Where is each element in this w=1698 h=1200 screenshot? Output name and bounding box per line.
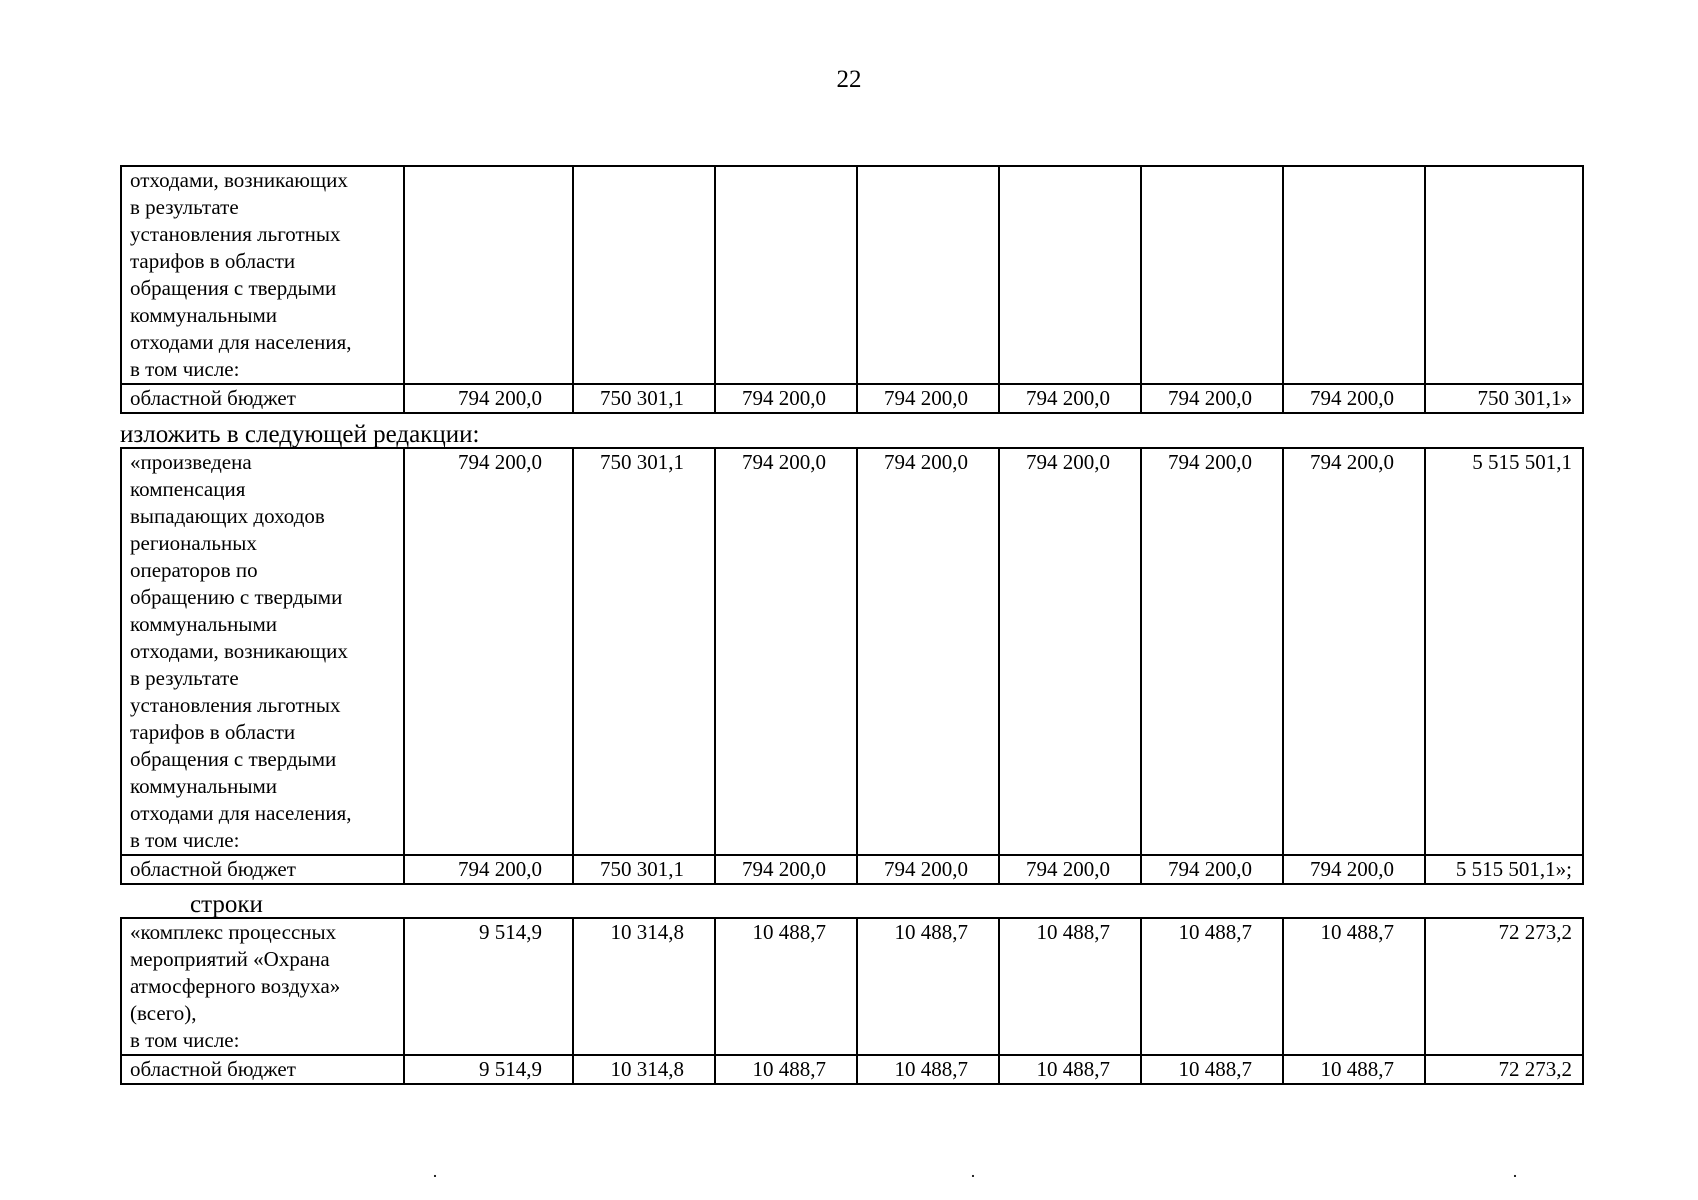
value-cell: 794 200,0: [404, 384, 573, 413]
row-label: «произведена компенсация выпадающих доходов региональных операторов по обращению с твердыми коммунальными отходами, возникающих в результате установления льготных тарифов в области обращения с твердыми коммунальными отходами для населения, в том числе:: [121, 448, 404, 855]
value-cell: 10 488,7: [1283, 1055, 1425, 1084]
value-cell: 794 200,0: [1141, 448, 1283, 855]
scan-dot: ·: [432, 1166, 438, 1186]
value-cell: 10 314,8: [573, 918, 715, 1055]
value-cell: 750 301,1: [573, 448, 715, 855]
value-cell: 10 488,7: [1141, 1055, 1283, 1084]
value-cell: 10 488,7: [999, 1055, 1141, 1084]
page-number: 22: [836, 66, 862, 93]
table-row: [121, 384, 1583, 413]
value-cell: 794 200,0: [999, 855, 1141, 884]
rows-word: строки: [190, 891, 263, 918]
value-cell: 794 200,0: [857, 448, 999, 855]
budget-table-new: [120, 447, 1584, 885]
row-label: областной бюджет: [121, 855, 404, 884]
value-cell: 750 301,1: [573, 384, 715, 413]
value-cell: 794 200,0: [1141, 855, 1283, 884]
intro-text: изложить в следующей редакции:: [120, 421, 480, 448]
value-cell: 10 488,7: [1283, 918, 1425, 1055]
value-cell: 794 200,0: [1141, 384, 1283, 413]
table-row: [121, 448, 1583, 855]
value-cell: 10 488,7: [1141, 918, 1283, 1055]
value-cell: 9 514,9: [404, 918, 573, 1055]
value-cell: [1283, 166, 1425, 384]
value-cell: [715, 166, 857, 384]
scan-dot: ·: [970, 1166, 976, 1186]
row-label: областной бюджет: [121, 384, 404, 413]
value-cell: 794 200,0: [404, 448, 573, 855]
value-cell: 794 200,0: [857, 384, 999, 413]
row-label: отходами, возникающих в результате установления льготных тарифов в области обращения с твердыми коммунальными отходами для населения, в том числе:: [121, 166, 404, 384]
value-cell: 750 301,1»: [1425, 384, 1583, 413]
value-cell: 10 488,7: [999, 918, 1141, 1055]
value-cell: [999, 166, 1141, 384]
value-cell: 10 488,7: [715, 918, 857, 1055]
table-row: [121, 1055, 1583, 1084]
value-cell: 72 273,2: [1425, 918, 1583, 1055]
value-cell: 794 200,0: [999, 448, 1141, 855]
value-cell: [404, 166, 573, 384]
value-cell: 794 200,0: [404, 855, 573, 884]
air-protection-table: [120, 917, 1584, 1085]
budget-table-old: [120, 165, 1584, 414]
value-cell: 750 301,1: [573, 855, 715, 884]
value-cell: 5 515 501,1: [1425, 448, 1583, 855]
value-cell: [857, 166, 999, 384]
scan-dot: ·: [1512, 1166, 1518, 1186]
value-cell: [1141, 166, 1283, 384]
row-label: «комплекс процессных мероприятий «Охрана атмосферного воздуха» (всего), в том числе:: [121, 918, 404, 1055]
value-cell: [1425, 166, 1583, 384]
value-cell: 794 200,0: [715, 448, 857, 855]
value-cell: [573, 166, 715, 384]
value-cell: 10 314,8: [573, 1055, 715, 1084]
value-cell: 794 200,0: [715, 855, 857, 884]
value-cell: 794 200,0: [999, 384, 1141, 413]
row-label: областной бюджет: [121, 1055, 404, 1084]
value-cell: 794 200,0: [1283, 384, 1425, 413]
value-cell: 794 200,0: [1283, 448, 1425, 855]
value-cell: 10 488,7: [857, 918, 999, 1055]
table-row: [121, 918, 1583, 1055]
value-cell: 9 514,9: [404, 1055, 573, 1084]
table-row: [121, 166, 1583, 384]
value-cell: 72 273,2: [1425, 1055, 1583, 1084]
value-cell: 10 488,7: [715, 1055, 857, 1084]
table-row: [121, 855, 1583, 884]
value-cell: 794 200,0: [1283, 855, 1425, 884]
value-cell: 5 515 501,1»;: [1425, 855, 1583, 884]
value-cell: 10 488,7: [857, 1055, 999, 1084]
value-cell: 794 200,0: [857, 855, 999, 884]
value-cell: 794 200,0: [715, 384, 857, 413]
